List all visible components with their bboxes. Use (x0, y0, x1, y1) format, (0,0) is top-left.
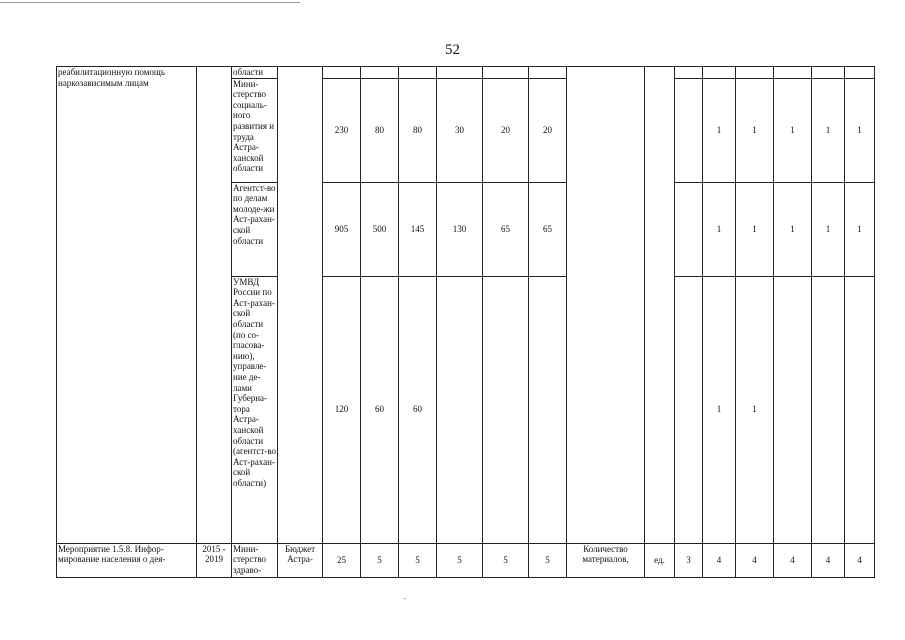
value-cell (437, 276, 483, 543)
value-cell: 500 (361, 182, 399, 276)
indicator-cell: 1 (774, 182, 812, 276)
indicator-cell: 1 (812, 182, 845, 276)
measure-cell: реабилитационную помощь наркозависимым лицам (57, 67, 197, 544)
value-cell (399, 67, 437, 79)
value-cell: 60 (399, 276, 437, 543)
value-cell: 5 (529, 543, 567, 577)
indicator-cell: 1 (774, 78, 812, 182)
value-cell (529, 67, 567, 79)
value-cell (437, 67, 483, 79)
page-number: 52 (445, 42, 460, 58)
indicator-cell (812, 276, 845, 543)
top-edge-line (0, 2, 300, 3)
value-cell: 20 (529, 78, 567, 182)
executor-cell: Агентст-во по делам молоде-жи Аст-рахан-ской области (232, 182, 278, 276)
value-cell: 5 (399, 543, 437, 577)
indicator-cell: 1 (703, 182, 736, 276)
value-cell: 65 (483, 182, 529, 276)
value-cell (361, 67, 399, 79)
executor-cell: УМВД России по Аст-рахан-ской области (по со-гласова-нию), управле-ние де-лами Губерна-тора Астра-ханской области (агентст-во Аст-рахан-ской области) (232, 276, 278, 543)
indicator-cell (675, 276, 703, 543)
value-cell: 25 (323, 543, 361, 577)
indicator-cell: 1 (736, 276, 774, 543)
indicator-cell: 1 (812, 78, 845, 182)
table-row-continuation (57, 67, 875, 79)
indicator-cell (736, 67, 774, 79)
indicator-cell: 4 (703, 543, 736, 577)
indicator-cell (845, 276, 875, 543)
source-cell: Бюджет Астра- (278, 543, 323, 577)
indicator-cell (845, 67, 875, 79)
indicator-cell: 1 (845, 78, 875, 182)
period-cell (197, 67, 232, 544)
indicator-cell (812, 67, 845, 79)
indicator-cell (675, 67, 703, 79)
indicator-cell: 1 (845, 182, 875, 276)
executor-cell: Мини-стерство здраво- (232, 543, 278, 577)
value-cell: 5 (483, 543, 529, 577)
program-table (56, 66, 875, 578)
indicator-cell: 1 (736, 182, 774, 276)
scan-speck (404, 598, 406, 599)
measure-cell: Мероприятие 1.5.8. Инфор-мирование населения о дея- (57, 543, 197, 577)
indicator-name-cell: Количество материалов, (567, 543, 645, 577)
value-cell: 905 (323, 182, 361, 276)
indicator-cell: 4 (812, 543, 845, 577)
unit-cell: ед. (645, 543, 675, 577)
table-row-event-1-5-8 (57, 543, 875, 577)
indicator-cell: 4 (736, 543, 774, 577)
executor-cell: Мини-стерство социаль-ного развития и труда Астра-ханской области (232, 78, 278, 182)
indicator-cell (774, 276, 812, 543)
source-cell (278, 67, 323, 544)
value-cell: 65 (529, 182, 567, 276)
indicator-cell: 4 (845, 543, 875, 577)
period-cell: 2015 - 2019 (197, 543, 232, 577)
indicator-cell (774, 67, 812, 79)
indicator-cell: 1 (736, 78, 774, 182)
value-cell (323, 67, 361, 79)
value-cell: 5 (361, 543, 399, 577)
indicator-cell (675, 78, 703, 182)
value-cell: 20 (483, 78, 529, 182)
value-cell: 60 (361, 276, 399, 543)
indicator-cell: 1 (703, 78, 736, 182)
value-cell: 80 (399, 78, 437, 182)
value-cell: 230 (323, 78, 361, 182)
executor-cell: области (232, 67, 278, 79)
value-cell (483, 67, 529, 79)
value-cell: 80 (361, 78, 399, 182)
indicator-cell: 3 (675, 543, 703, 577)
unit-cell (645, 67, 675, 544)
value-cell: 120 (323, 276, 361, 543)
value-cell (483, 276, 529, 543)
value-cell: 145 (399, 182, 437, 276)
value-cell: 30 (437, 78, 483, 182)
value-cell: 130 (437, 182, 483, 276)
indicator-name-cell (567, 67, 645, 544)
indicator-cell: 4 (774, 543, 812, 577)
indicator-cell (703, 67, 736, 79)
value-cell: 5 (437, 543, 483, 577)
value-cell (529, 276, 567, 543)
indicator-cell (675, 182, 703, 276)
indicator-cell: 1 (703, 276, 736, 543)
